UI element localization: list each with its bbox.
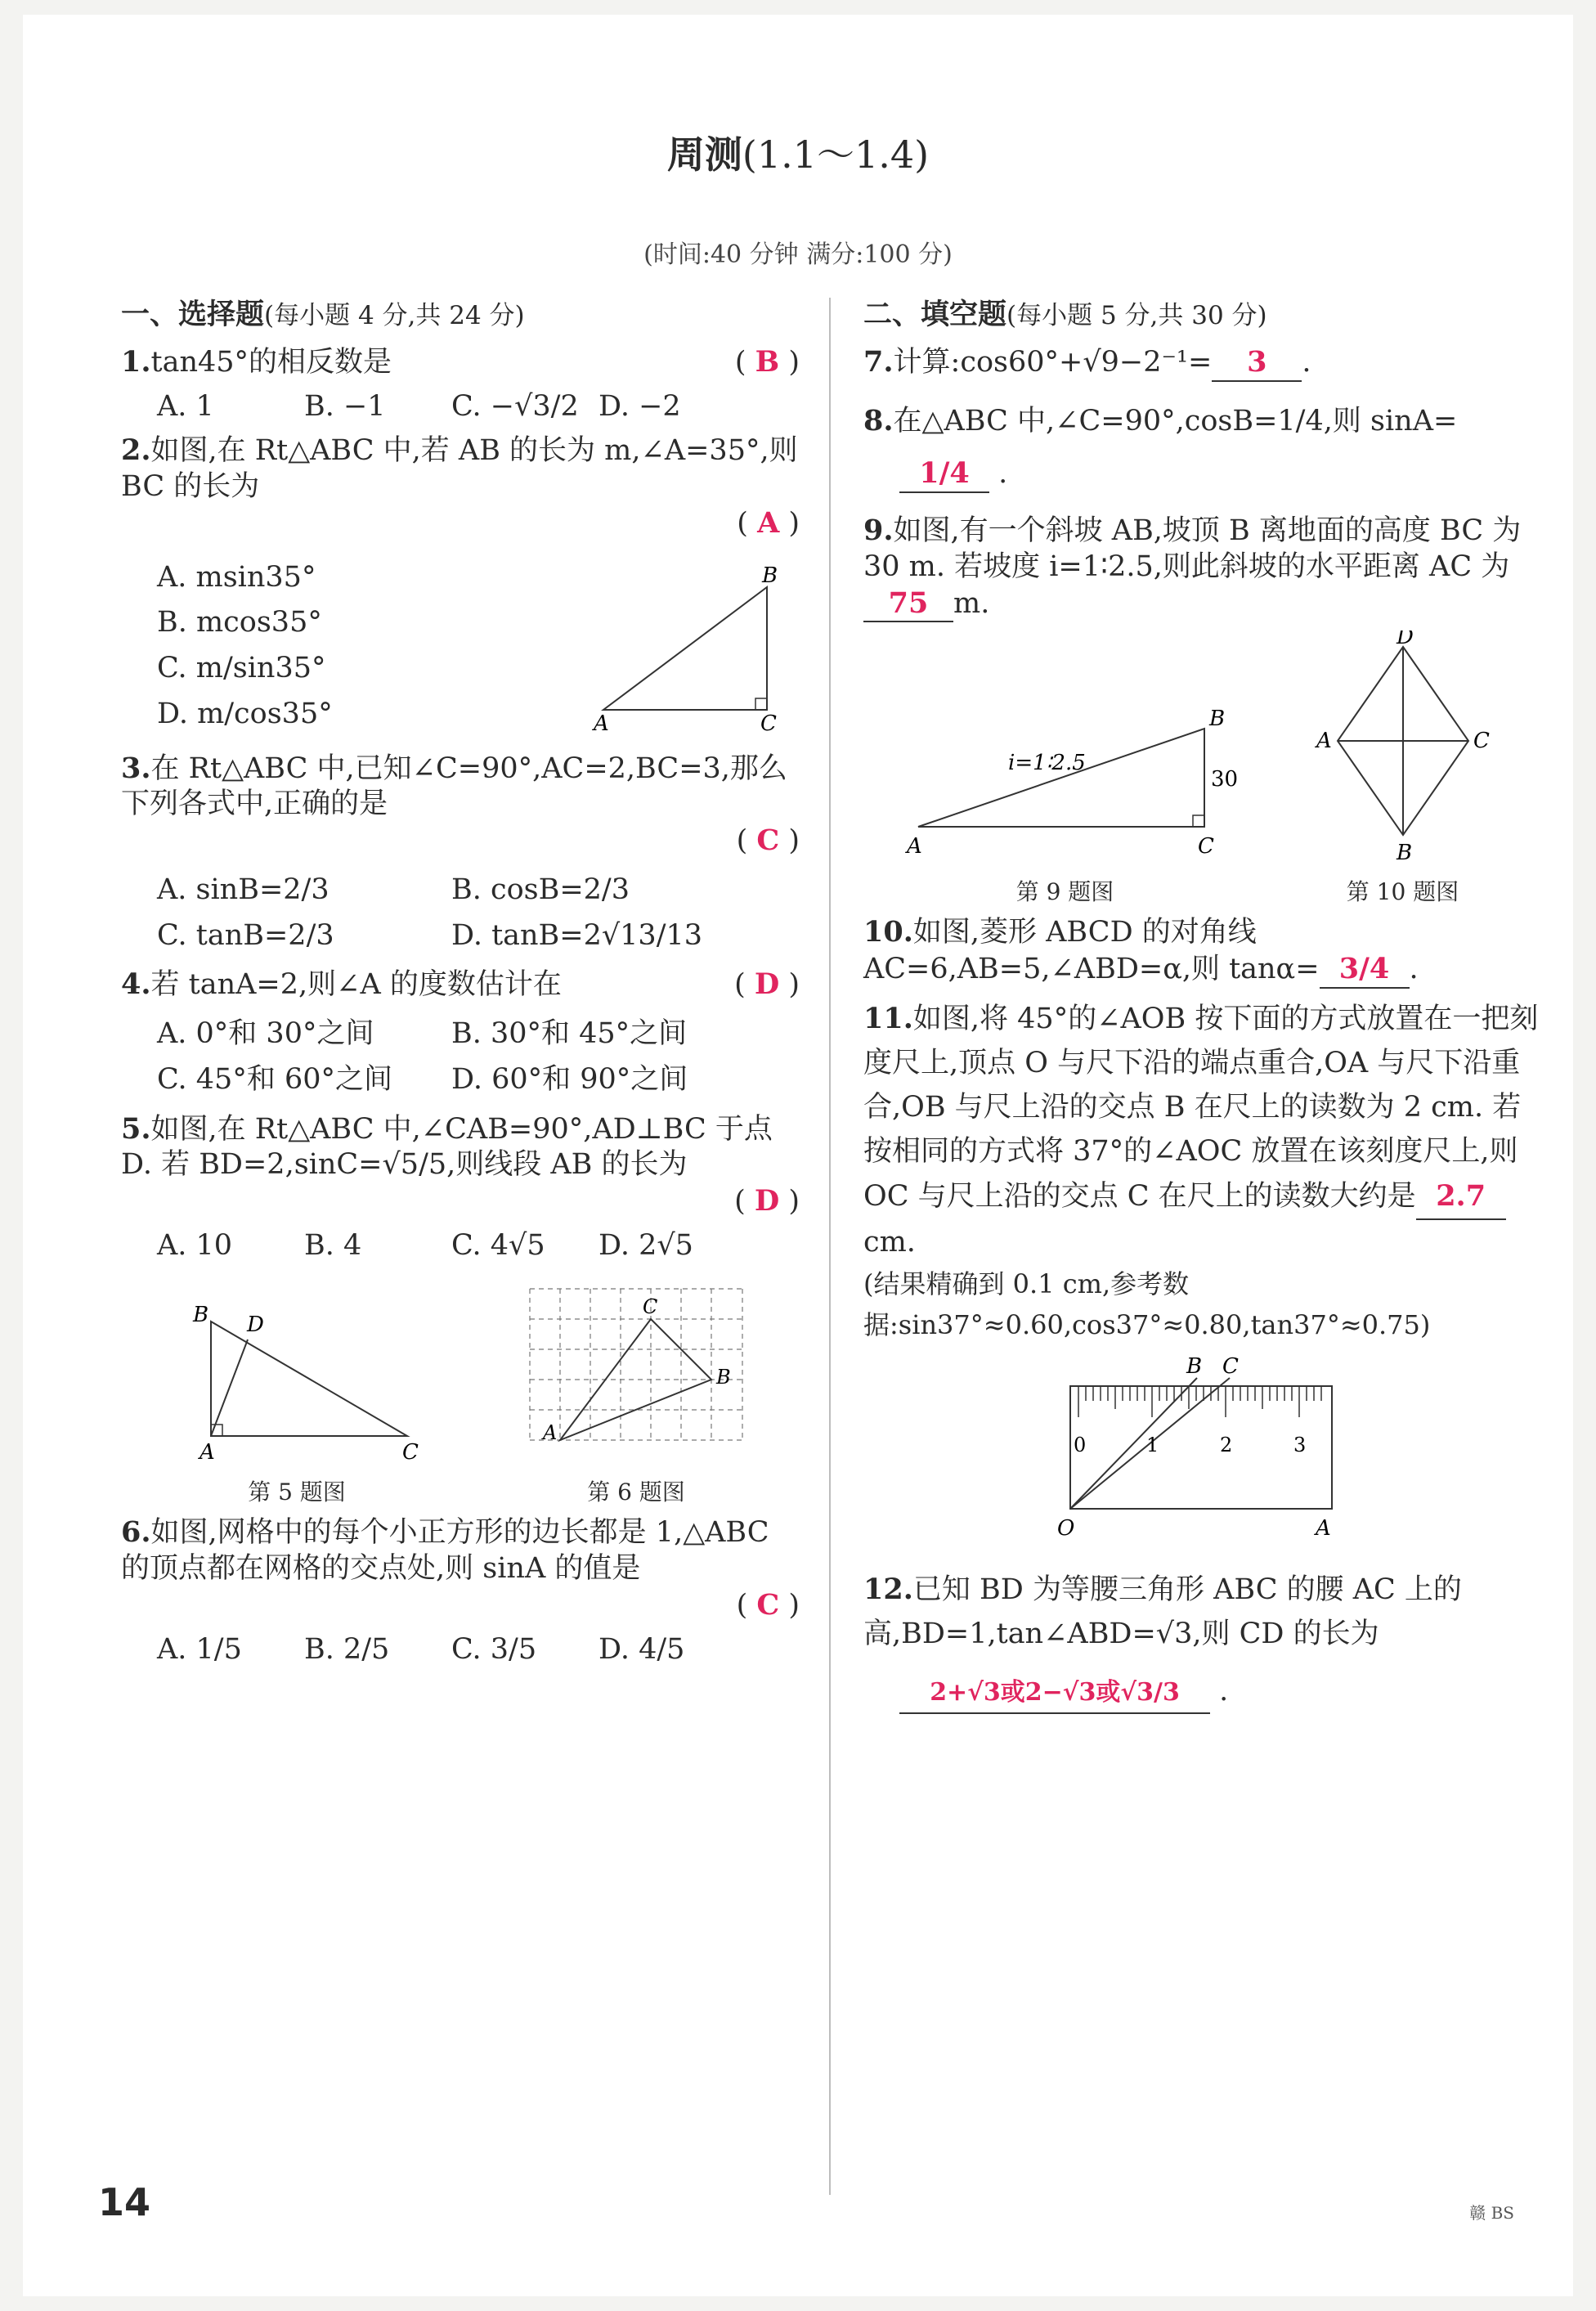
ruler-body — [1070, 1386, 1332, 1509]
tick-2: 2 — [1220, 1434, 1233, 1457]
question-number: 6. — [121, 1515, 151, 1550]
option-b: B. 4 — [304, 1228, 362, 1262]
options-q5 — [121, 1228, 800, 1264]
question-number: 8. — [863, 403, 894, 438]
question-number: 5. — [121, 1111, 151, 1146]
label-b: B — [1208, 707, 1225, 732]
title-main: 周测 — [666, 132, 742, 177]
ray-ob — [1070, 1378, 1197, 1509]
options-q2 — [121, 550, 333, 743]
answer-choice: B — [755, 344, 780, 379]
slope-label: i=1∶2.5 — [1007, 751, 1086, 776]
question-number: 10. — [863, 915, 913, 949]
question-2 — [121, 433, 800, 541]
question-stem: 如图,菱形 ABCD 的对角线 AC=6,AB=5,∠ABD=α,则 tanα= — [863, 916, 1320, 985]
q12-answer-line — [899, 1669, 1539, 1714]
q6-grid-svg — [513, 1272, 759, 1469]
label-c: C — [1473, 729, 1490, 754]
options-q4 — [121, 1012, 800, 1103]
option-c: C. tanB=2/3 — [157, 918, 334, 952]
question-number: 1. — [121, 344, 151, 379]
question-stem: 如图,在 Rt△ABC 中,若 AB 的长为 m,∠A=35°,则 BC 的长为 — [121, 434, 798, 503]
question-number: 12. — [863, 1572, 913, 1606]
option-c: C. −√3/2 — [451, 389, 579, 423]
option-a: A. 10 — [157, 1228, 233, 1262]
option-b: B. −1 — [304, 389, 386, 423]
q9-slope-svg — [894, 663, 1237, 868]
question-number: 11. — [863, 1001, 913, 1035]
section-title: 二、填空题 — [863, 298, 1007, 331]
question-number: 9. — [863, 514, 894, 547]
question-number: 4. — [121, 967, 151, 1002]
q5-figure — [162, 1289, 432, 1507]
option-a: A. 1/5 — [157, 1632, 242, 1666]
question-8 — [863, 403, 1539, 494]
q10-figure — [1297, 630, 1509, 906]
question-3 — [121, 751, 800, 859]
answer-bracket: ( C ) — [736, 823, 800, 857]
left-column — [121, 297, 800, 1674]
options-q3 — [121, 868, 800, 959]
q11-hint: (结果精确到 0.1 cm,参考数据:sin37°≈0.60,cos37°≈0.80,tan37°≈0.75) — [863, 1268, 1431, 1340]
tick-1: 1 — [1146, 1434, 1159, 1457]
label-d: D — [247, 1312, 264, 1337]
question-12 — [863, 1568, 1539, 1714]
answer-unit: m. — [953, 586, 990, 620]
question-end: . — [1302, 345, 1311, 379]
label-b: B — [193, 1302, 209, 1327]
label-c: C — [760, 711, 777, 736]
label-c: C — [1222, 1354, 1239, 1380]
label-c: C — [402, 1439, 419, 1465]
option-d: D. tanB=2√13/13 — [451, 918, 703, 952]
right-angle-c — [1193, 815, 1204, 827]
question-stem: tan45°的相反数是 — [150, 345, 392, 379]
question-11 — [863, 997, 1539, 1346]
question-stem: 在 Rt△ABC 中,已知∠C=90°,AC=2,BC=3,那么下列各式中,正确的是 — [121, 752, 787, 821]
triangle-abc — [560, 1319, 711, 1440]
q2-triangle-figure — [587, 563, 800, 743]
worksheet-page — [23, 15, 1573, 2296]
q11-figure — [863, 1353, 1539, 1559]
option-c: C. 3/5 — [451, 1632, 537, 1666]
edition-tag: 赣 BS — [1469, 2203, 1514, 2223]
question-number: 3. — [121, 751, 151, 785]
right-angle-mark — [755, 698, 767, 710]
answer-blank: 2.7 — [1416, 1174, 1506, 1220]
answer-blank: 1/4 — [899, 455, 989, 493]
time-score-info: (时间:40 分钟 满分:100 分) — [643, 240, 953, 269]
q6-figure — [513, 1272, 759, 1507]
question-7 — [863, 344, 1539, 382]
option-c: C. 45°和 60°之间 — [157, 1062, 392, 1096]
options-q1 — [121, 389, 800, 425]
question-1 — [121, 344, 800, 381]
q11-ruler-svg — [1054, 1353, 1348, 1550]
option-d: D. m/cos35° — [157, 697, 333, 730]
height-label: 30 — [1210, 767, 1237, 792]
question-10 — [863, 914, 1539, 989]
q10-caption: 第 10 题图 — [1346, 878, 1459, 905]
right-column — [863, 297, 1539, 1722]
label-a: A — [543, 1420, 558, 1444]
answer-bracket: ( D ) — [734, 1184, 800, 1218]
question-stem: 若 tanA=2,则∠A 的度数估计在 — [150, 968, 562, 1002]
question-6 — [121, 1514, 800, 1623]
q10-rhombus-svg — [1297, 630, 1509, 868]
option-d: D. 4/5 — [598, 1632, 685, 1666]
question-number: 2. — [121, 433, 151, 468]
answer-bracket: ( B ) — [734, 344, 800, 379]
label-o: O — [1057, 1516, 1075, 1541]
q9-figure — [894, 663, 1237, 906]
section-fill-title — [863, 297, 1539, 333]
q6-caption: 第 6 题图 — [587, 1479, 685, 1506]
question-stem: 如图,网格中的每个小正方形的边长都是 1,△ABC 的顶点都在网格的交点处,则 sinA 的值是 — [121, 1516, 769, 1585]
label-c: C — [1197, 834, 1214, 859]
question-9 — [863, 513, 1539, 622]
answer-blank: 2+√3或2−√3或√3/3 — [899, 1674, 1210, 1714]
section-title: 一、选择题 — [121, 298, 265, 331]
option-a: A. msin35° — [157, 560, 316, 594]
answer-choice: D — [754, 1184, 780, 1218]
altitude-ad — [211, 1339, 248, 1436]
question-end: . — [1219, 1675, 1229, 1708]
label-a: A — [200, 1439, 215, 1465]
triangle-abc — [211, 1322, 407, 1436]
answer-unit: cm. — [863, 1225, 916, 1259]
question-end: . — [1409, 952, 1419, 985]
answer-blank: 75 — [863, 586, 953, 623]
q9-caption: 第 9 题图 — [1015, 878, 1114, 905]
option-b: B. mcos35° — [157, 606, 322, 639]
title-range: (1.1～1.4) — [742, 132, 930, 177]
answer-choice: C — [756, 1587, 780, 1622]
options-q6 — [121, 1632, 800, 1668]
label-a: A — [906, 834, 922, 859]
answer-bracket: ( D ) — [734, 967, 800, 1002]
question-stem: 已知 BD 为等腰三角形 ABC 的腰 AC 上的高,BD=1,tan∠ABD=√3,则 CD 的长为 — [863, 1573, 1462, 1651]
tick-0: 0 — [1074, 1434, 1087, 1457]
option-d: D. 2√5 — [598, 1228, 693, 1262]
label-b: B — [716, 1365, 731, 1389]
option-a: A. 1 — [157, 389, 214, 423]
option-b: B. cosB=2/3 — [451, 873, 630, 906]
label-a: A — [1316, 729, 1332, 754]
column-divider — [829, 298, 831, 2195]
q5-caption: 第 5 题图 — [248, 1479, 346, 1506]
answer-bracket: ( A ) — [737, 505, 800, 540]
option-c: C. m/sin35° — [157, 652, 326, 684]
label-b: B — [762, 563, 778, 588]
label-a: A — [594, 711, 609, 736]
question-5 — [121, 1111, 800, 1220]
answer-choice: A — [757, 505, 780, 540]
answer-blank: 3 — [1212, 344, 1302, 382]
option-d: D. −2 — [598, 389, 681, 423]
question-stem: 如图,将 45°的∠AOB 按下面的方式放置在一把刻度尺上,顶点 O 与尺下沿的端点重合,OA 与尺下沿重合,OB 与尺上沿的交点 B 在尺上的读数为 2 cm. 若按相同的方式将 37°的∠AOC 放置在该刻度尺上,则 OC 与尺上沿的交点 C 在尺上的读数大约是 — [863, 1002, 1539, 1213]
question-stem: 计算:cos60°+√9−2⁻¹= — [893, 345, 1213, 379]
question-end: . — [998, 457, 1008, 491]
option-a: A. sinB=2/3 — [157, 873, 330, 906]
figures-q9-q10 — [863, 630, 1539, 906]
triangle-abc — [603, 587, 767, 710]
q8-answer-line — [899, 455, 1539, 493]
question-4 — [121, 967, 800, 1003]
section-choice-title — [121, 297, 800, 333]
question-stem: 如图,有一个斜坡 AB,坡顶 B 离地面的高度 BC 为 30 m. 若坡度 i=1∶2.5,则此斜坡的水平距离 AC 为 — [863, 514, 1522, 583]
question-stem: 在△ABC 中,∠C=90°,cosB=1/4,则 sinA= — [893, 404, 1458, 438]
q5-triangle-svg — [162, 1289, 432, 1469]
q2-body — [121, 550, 800, 743]
section-note: (每小题 4 分,共 24 分) — [264, 301, 525, 330]
page-number: 14 — [98, 2180, 151, 2224]
label-a: A — [1316, 1516, 1331, 1541]
option-b: B. 30°和 45°之间 — [451, 1017, 688, 1050]
slope-triangle — [918, 729, 1204, 827]
tick-3: 3 — [1293, 1434, 1307, 1457]
label-b: B — [1396, 841, 1412, 866]
label-d: D — [1396, 630, 1414, 650]
page-title — [23, 125, 1573, 179]
answer-blank: 3/4 — [1320, 951, 1410, 989]
section-note: (每小题 5 分,共 30 分) — [1006, 301, 1267, 330]
answer-choice: C — [756, 823, 780, 857]
option-a: A. 0°和 30°之间 — [157, 1017, 374, 1050]
grid-lines — [530, 1289, 742, 1440]
answer-choice: D — [754, 967, 780, 1002]
label-b: B — [1186, 1354, 1203, 1380]
label-c: C — [643, 1295, 658, 1318]
option-b: B. 2/5 — [304, 1632, 390, 1666]
option-c: C. 4√5 — [451, 1228, 545, 1262]
figures-q5-q6 — [121, 1272, 800, 1507]
option-d: D. 60°和 90°之间 — [451, 1062, 688, 1096]
question-stem: 如图,在 Rt△ABC 中,∠CAB=90°,AD⊥BC 于点 D. 若 BD=2,sinC=√5/5,则线段 AB 的长为 — [121, 1112, 773, 1182]
answer-bracket: ( C ) — [736, 1587, 800, 1622]
question-number: 7. — [863, 344, 894, 379]
